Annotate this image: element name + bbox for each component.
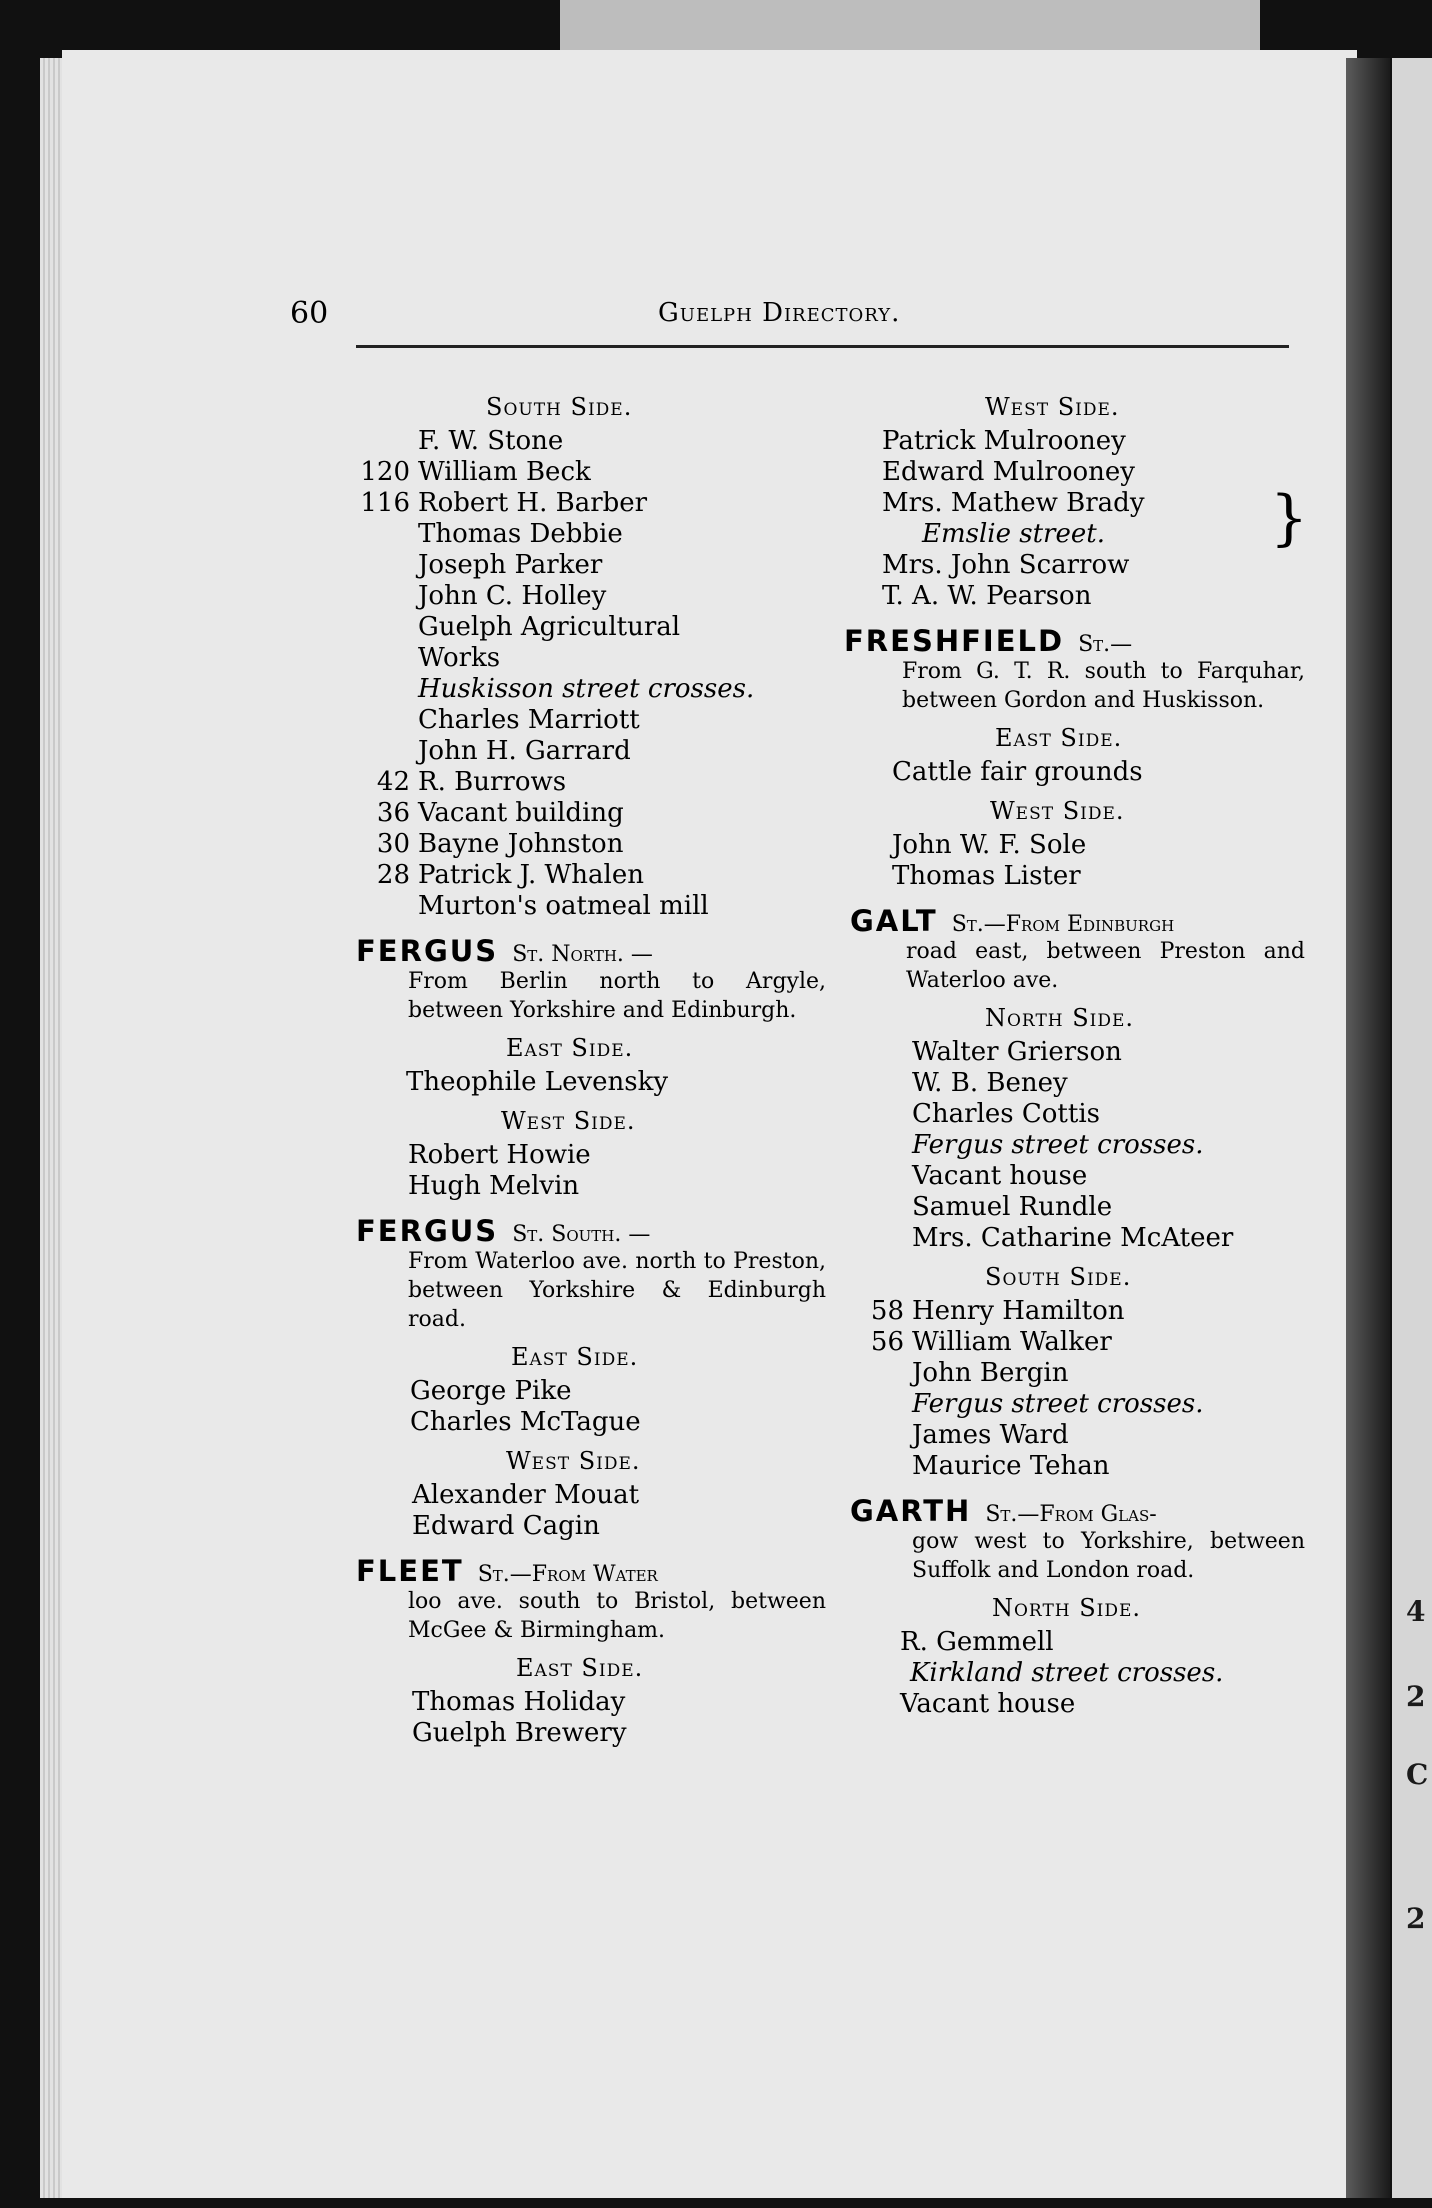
entry-list [850, 1627, 1305, 1720]
cross-street-text: Fergus street crosses. [912, 1130, 1204, 1160]
resident-name: William Beck [418, 457, 591, 487]
facing-page-edge [1392, 58, 1432, 2198]
side-heading: East Side. [995, 724, 1123, 752]
list-item: Guelph Brewery [412, 1718, 627, 1748]
list-item: Robert Howie [408, 1140, 591, 1170]
street-galt [850, 906, 1305, 1482]
side-heading: West Side. [506, 1447, 641, 1475]
table-row [356, 798, 826, 829]
cross-street-text: Emslie street. [922, 519, 1105, 549]
table-row [356, 829, 826, 860]
list-item: Edward Cagin [412, 1511, 600, 1541]
list-item: Thomas Lister [892, 861, 1081, 891]
house-number: 30 [376, 829, 410, 859]
grouping-brace: } [1270, 483, 1309, 553]
street-description: From Waterloo ave. north to Preston, between Yorkshire & Edinburgh road. [408, 1249, 826, 1332]
entry-list [850, 1296, 1305, 1482]
resident-name: Murton's oatmeal mill [418, 891, 709, 921]
side-heading: East Side. [506, 1034, 634, 1062]
resident-name: Mrs. Mathew Brady [882, 488, 1145, 518]
table-row [850, 1161, 1305, 1192]
table-row [356, 891, 826, 922]
house-number: 36 [376, 798, 410, 828]
entry-list [850, 426, 1309, 612]
table-row [850, 488, 1305, 519]
resident-name: Vacant house [900, 1689, 1076, 1719]
resident-name: Guelph Agricultural [418, 612, 681, 642]
header-rule [356, 345, 1289, 348]
resident-name: John Bergin [912, 1358, 1069, 1388]
resident-name: Henry Hamilton [912, 1296, 1125, 1326]
list-item: Alexander Mouat [412, 1480, 640, 1510]
table-row [356, 736, 826, 767]
resident-name: T. A. W. Pearson [882, 581, 1092, 611]
resident-name: Samuel Rundle [912, 1192, 1113, 1222]
street-fleet [356, 1556, 826, 1749]
facing-page-glyph: 2 [1406, 1902, 1426, 1935]
street-label: St.—From Water [477, 1562, 658, 1587]
page-number: 60 [290, 296, 329, 331]
facing-page-glyph: 2 [1406, 1680, 1426, 1713]
table-row [850, 1689, 1305, 1720]
table-row [850, 457, 1305, 488]
side-heading: North Side. [985, 1004, 1135, 1032]
resident-name: Patrick J. Whalen [418, 860, 644, 890]
street-fergus-south [356, 1216, 826, 1542]
cross-street-note [850, 1130, 1305, 1161]
street-garth [850, 1496, 1305, 1720]
street-name: GALT [850, 904, 938, 938]
list-item: George Pike [410, 1376, 572, 1406]
street-description: gow west to Yorkshire, between Suffolk and London road. [912, 1529, 1305, 1583]
table-row [356, 488, 826, 519]
house-number: 116 [360, 488, 410, 518]
resident-name: F. W. Stone [418, 426, 564, 456]
cross-street-note [356, 674, 826, 705]
side-heading: West Side. [990, 797, 1125, 825]
resident-name: Mrs. John Scarrow [882, 550, 1130, 580]
table-row [850, 550, 1305, 581]
table-row [356, 705, 826, 736]
side-heading: South Side. [486, 393, 633, 421]
resident-name: Robert H. Barber [418, 488, 648, 518]
side-heading: South Side. [985, 1263, 1132, 1291]
resident-name: James Ward [912, 1420, 1069, 1450]
resident-name: Vacant house [912, 1161, 1088, 1191]
table-row [356, 519, 826, 550]
table-row [356, 612, 826, 643]
cross-street-note [850, 1389, 1305, 1420]
resident-name: Bayne Johnston [418, 829, 624, 859]
book-top-edge [560, 0, 1260, 52]
table-row [356, 860, 826, 891]
table-row [850, 581, 1305, 612]
entry-list [356, 426, 826, 922]
street-label: St.—From Glas- [985, 1502, 1157, 1527]
cross-street-text: Fergus street crosses. [912, 1389, 1204, 1419]
cross-street-note [850, 519, 1305, 550]
table-row [850, 1627, 1305, 1658]
cross-street-note [850, 1658, 1305, 1689]
street-label: St. North. — [512, 942, 653, 967]
resident-name: Edward Mulrooney [882, 457, 1135, 487]
entry-list [850, 1037, 1305, 1254]
list-item: Thomas Holiday [412, 1687, 626, 1717]
table-row [850, 1223, 1305, 1254]
side-heading: East Side. [511, 1343, 639, 1371]
street-label: St. South. — [512, 1222, 651, 1247]
table-row [356, 581, 826, 612]
resident-name: Works [418, 643, 501, 673]
table-row [850, 1099, 1305, 1130]
resident-name: William Walker [912, 1327, 1112, 1357]
resident-name: Mrs. Catharine McAteer [912, 1223, 1234, 1253]
gutter-shadow [1346, 58, 1390, 2198]
side-heading: North Side. [992, 1594, 1142, 1622]
house-number: 42 [376, 767, 410, 797]
resident-name: Vacant building [418, 798, 624, 828]
street-label: St.— [1078, 632, 1133, 657]
street-freshfield [844, 624, 1305, 892]
street-name: FERGUS [356, 1214, 499, 1248]
list-item: Charles McTague [410, 1407, 641, 1437]
house-number: 28 [376, 860, 410, 890]
side-heading: East Side. [516, 1654, 644, 1682]
street-description: loo ave. south to Bristol, between McGee & Birmingham. [408, 1589, 826, 1643]
street-description: road east, between Preston and Waterloo ave. [906, 939, 1305, 993]
list-item: Theophile Levensky [406, 1067, 669, 1097]
resident-name: Patrick Mulrooney [882, 426, 1126, 456]
table-row [850, 1358, 1305, 1389]
street-description: From Berlin north to Argyle, between Yorkshire and Edinburgh. [408, 969, 826, 1023]
street-label: St.—From Edinburgh [951, 912, 1175, 937]
street-name: FLEET [356, 1554, 464, 1588]
table-row [356, 426, 826, 457]
cross-street-text: Huskisson street crosses. [418, 674, 755, 704]
resident-name: Walter Grierson [912, 1037, 1122, 1067]
resident-name: John H. Garrard [418, 736, 631, 766]
street-name: GARTH [850, 1494, 972, 1528]
table-row [850, 426, 1305, 457]
resident-name: R. Gemmell [900, 1627, 1054, 1657]
resident-name: Thomas Debbie [418, 519, 623, 549]
house-number: 56 [870, 1327, 904, 1357]
page-header [290, 296, 1286, 336]
list-item: John W. F. Sole [892, 830, 1087, 860]
table-row [850, 1037, 1305, 1068]
right-column [844, 384, 1309, 1720]
facing-page-glyph: 4 [1406, 1595, 1426, 1628]
resident-name: Charles Cottis [912, 1099, 1100, 1129]
table-row [356, 457, 826, 488]
street-fergus-north [356, 936, 826, 1202]
side-heading: West Side. [985, 393, 1120, 421]
table-row [356, 550, 826, 581]
street-name: FERGUS [356, 934, 499, 968]
street-name: FRESHFIELD [844, 624, 1065, 658]
table-row [850, 1296, 1305, 1327]
resident-name: R. Burrows [418, 767, 567, 797]
street-description: From G. T. R. south to Farquhar, between Gordon and Huskisson. [902, 659, 1305, 713]
side-heading: West Side. [501, 1107, 636, 1135]
table-row [850, 1068, 1305, 1099]
house-number: 120 [360, 457, 410, 487]
running-head: Guelph Directory. [658, 298, 901, 328]
table-row [356, 767, 826, 798]
list-item: Hugh Melvin [408, 1171, 580, 1201]
table-row [850, 1420, 1305, 1451]
resident-name: W. B. Beney [912, 1068, 1068, 1098]
resident-name: Charles Marriott [418, 705, 640, 735]
list-item: Cattle fair grounds [892, 757, 1143, 787]
table-row [850, 1327, 1305, 1358]
table-row [356, 643, 826, 674]
resident-name: John C. Holley [418, 581, 607, 611]
table-row [850, 1451, 1305, 1482]
resident-name: Joseph Parker [418, 550, 603, 580]
house-number: 58 [870, 1296, 904, 1326]
resident-name: Maurice Tehan [912, 1451, 1110, 1481]
cross-street-text: Kirkland street crosses. [910, 1658, 1224, 1688]
facing-page-glyph: C [1406, 1758, 1429, 1791]
table-row [850, 1192, 1305, 1223]
left-column [356, 384, 826, 1749]
